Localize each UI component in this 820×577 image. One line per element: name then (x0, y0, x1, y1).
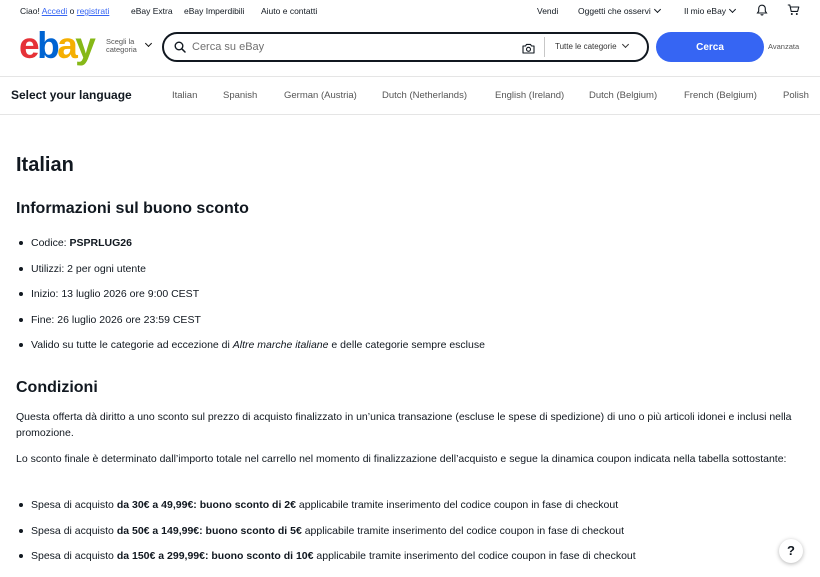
list-item (16, 549, 636, 575)
conditions-heading: Condizioni (16, 379, 98, 396)
ebay-deals-link[interactable]: eBay Imperdibili (184, 6, 245, 16)
language-tab-polish[interactable]: Polish (783, 90, 809, 101)
logo-letter: b (37, 25, 58, 66)
page-title: Italian (16, 154, 74, 176)
ebay-extra-link[interactable]: eBay Extra (131, 6, 173, 16)
top-utility-bar (0, 0, 820, 20)
logo-letter: a (57, 25, 76, 66)
discount-paragraph: Lo sconto finale è determinato dall’importo totale nel carrello nel momento di finalizzazione dell’acquisto e segue la dinamica coupon indicata nella tabella sottostante: (16, 453, 787, 465)
tier-suffix: applicabile tramite inserimento del codice coupon in fase di checkout (316, 550, 636, 563)
logo-letter: y (75, 25, 94, 66)
language-tab-french-belgium[interactable]: French (Belgium) (684, 90, 757, 101)
search-bar (162, 32, 649, 62)
sell-link[interactable]: Vendi (537, 6, 559, 16)
list-item (16, 338, 485, 364)
chevron-down-icon (621, 41, 628, 48)
excluded-brand: Altre marche italiane (232, 339, 329, 352)
list-item (16, 498, 636, 524)
cart-icon[interactable] (787, 4, 800, 18)
tier-suffix: applicabile tramite inserimento del codice coupon in fase di checkout (304, 524, 624, 537)
tier-range: da 150€ a 299,99€: buono sconto di 10€ (116, 550, 314, 563)
logo-letter: e (19, 25, 38, 66)
chevron-down-icon (729, 6, 736, 13)
chevron-down-icon (654, 6, 661, 13)
conditions-paragraph: Questa offerta dà diritto a uno sconto sul prezzo di acquisto finalizzato in un’unica transazione (escluse le spese di spedizione) di uno o più articoli idonei e inclusi nella promozione. (16, 411, 792, 439)
tier-prefix: Spesa di acquisto (31, 524, 114, 537)
language-bar-title: Select your language (11, 88, 132, 102)
language-tab-spanish[interactable]: Spanish (223, 90, 258, 101)
coupon-code: PSPRLUG26 (69, 237, 132, 249)
list-item (16, 236, 485, 262)
search-input[interactable] (192, 38, 512, 56)
language-tab-dutch-netherlands[interactable]: Dutch (Netherlands) (382, 90, 468, 101)
my-ebay-label: Il mio eBay (684, 6, 727, 16)
my-ebay-link[interactable] (684, 6, 735, 16)
tier-range: da 30€ a 49,99€: buono sconto di 2€ (116, 499, 296, 511)
watchlist-link[interactable] (578, 6, 660, 16)
valid-suffix: e delle categorie sempre escluse (331, 339, 485, 352)
register-link[interactable]: registrati (76, 6, 110, 16)
coupon-info-heading: Informazioni sul buono sconto (16, 200, 249, 217)
language-tab-german-austria[interactable]: German (Austria) (284, 90, 357, 101)
valid-prefix: Valido su tutte le categorie ad eccezione di (31, 339, 230, 352)
help-button[interactable]: ? (779, 539, 803, 563)
language-bar (0, 76, 820, 115)
signin-link[interactable]: Accedi (41, 6, 68, 16)
tier-prefix: Spesa di acquisto (31, 550, 114, 563)
advanced-search-link[interactable]: Avanzata (768, 42, 800, 51)
discount-tiers-list (16, 498, 636, 575)
watchlist-label: Oggetti che osservi (578, 6, 651, 16)
all-categories-select[interactable] (555, 42, 628, 51)
language-tab-dutch-belgium[interactable]: Dutch (Belgium) (589, 90, 658, 101)
tier-prefix: Spesa di acquisto (31, 499, 114, 511)
coupon-info-list (16, 236, 485, 364)
list-item: Inizio: 13 luglio 2026 ore 9:00 CEST (16, 287, 485, 313)
list-item (16, 524, 636, 550)
chevron-down-icon (145, 40, 152, 47)
category-select-button[interactable] (106, 38, 148, 54)
camera-icon[interactable] (522, 41, 535, 59)
tier-range: da 50€ a 149,99€: buono sconto di 5€ (116, 524, 302, 537)
language-tab-english-ireland[interactable]: English (Ireland) (495, 90, 565, 101)
category-button-label: Scegli la categoria (106, 37, 137, 54)
all-categories-label: Tutte le categorie (555, 42, 617, 51)
tier-suffix: applicabile tramite inserimento del codice coupon in fase di checkout (298, 499, 619, 511)
search-button[interactable]: Cerca (656, 32, 764, 62)
help-contact-link[interactable]: Aiuto e contatti (261, 6, 318, 16)
code-label: Codice: (31, 237, 67, 249)
greeting-text: Ciao! (20, 6, 40, 16)
header (0, 20, 820, 75)
list-item: Utilizzi: 2 per ogni utente (16, 262, 485, 288)
search-divider (544, 37, 545, 57)
greeting (20, 6, 109, 16)
list-item: Fine: 26 luglio 2026 ore 23:59 CEST (16, 313, 485, 339)
notification-bell-icon[interactable] (756, 4, 768, 18)
search-icon (174, 40, 186, 58)
ebay-logo[interactable] (19, 24, 93, 68)
language-tab-italian[interactable]: Italian (172, 90, 198, 101)
or-text: o (69, 6, 75, 16)
